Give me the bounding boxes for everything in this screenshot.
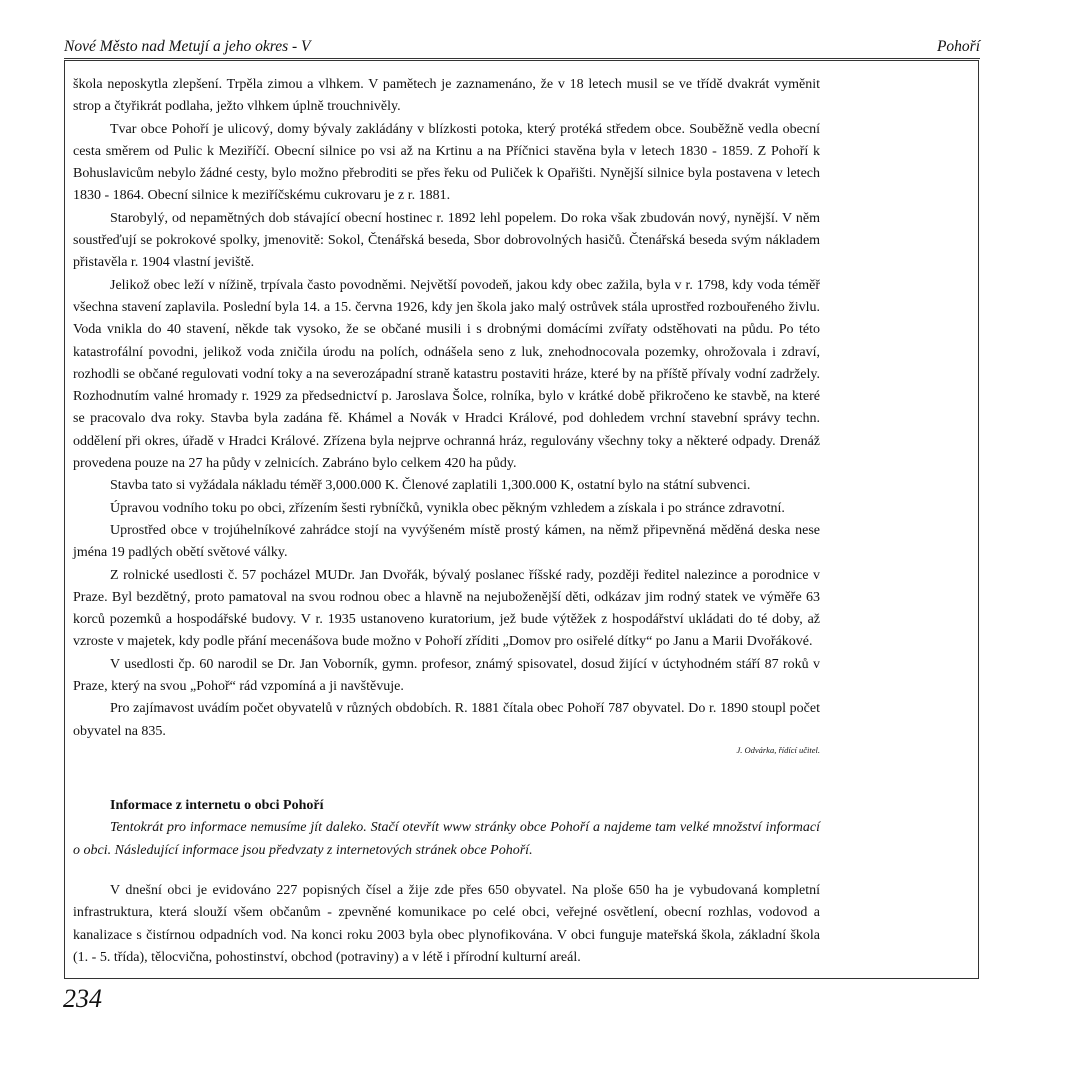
paragraph-current-village: V dnešní obci je evidováno 227 popisných čísel a žije zde přes 650 obyvatel. Na ploše 650 ha je vybudovaná kompletní infrastruktura, která slouží všem občanům - zpevněné komunikace po celé obci, veřejné osvětlení, obecní rozhlas, vodovod a kanalizace s čistírnou odpadních vod. Na konci roku 2003 byla obec plynofikována. V obci funguje mateřská škola, základní škola (1. - 5. třída), tělocvična, pohostinství, obchod (potraviny) a v létě i přírodní kulturní areál. [73, 883, 820, 965]
author-signature: J. Odvárka, řídící učitel. [736, 744, 820, 755]
header-rule [64, 58, 980, 59]
paragraph-dvorak: Z rolnické usedlosti č. 57 pocházel MUDr. Jan Dvořák, bývalý poslanec říšské rady, později ředitel nalezince a porodnice v Praze. Byl bezdětný, proto pamatoval na svou rodnou obec a hlavně na nejuboženější děti, odkázav jim rodný statek ve výměře 63 korců pozemků a hospodářské budovy. V r. 1935 ustanoveno kuratorium, jež bude výtěžek z hospodářství ukládati do té doby, až vzroste v majetek, kdy podle přání mecenášova bude možno v Pohoří zříditi „Domov pro osiřelé dítky“ po Janu a Marii Dvořákové. [73, 567, 820, 650]
paragraph-inn: Starobylý, od nepamětných dob stávající obecní hostinec r. 1892 lehl popelem. Do roka však zbudován nový, nynější. V něm soustřeďují se pokrokové spolky, jmenovitě: Sokol, Čtenářská beseda, Sbor dobrovolných hasičů. Čtenářská beseda svým nákladem přistavěla r. 1904 vlastní jeviště. [73, 210, 820, 271]
header-book-title: Nové Město nad Metují a jeho okres - V [64, 38, 311, 55]
paragraph-memorial: Uprostřed obce v trojúhelníkové zahrádce stojí na vyvýšeném místě prostý kámen, na němž připevněná měděná deska nese jména 19 padlých obětí světové války. [73, 522, 820, 561]
internet-section [73, 795, 820, 862]
internet-section-body [73, 880, 820, 969]
header-chapter-title: Pohoří [936, 38, 980, 55]
page-number: 234 [63, 984, 102, 1013]
paragraph-construction-cost: Stavba tato si vyžádala nákladu téměř 3,000.000 K. Členové zaplatili 1,300.000 K, ostatní bylo na státní subvenci. [110, 478, 751, 494]
paragraph-school: škola neposkytla zlepšení. Trpěla zimou a vlhkem. V pamětech je zaznamenáno, že v 18 letech musil se ve třídě dvakrát vyměnit strop a čtyřikrát podlaha, ježto vlhkem úplně trouchnivěly. [73, 77, 820, 115]
paragraph-village-shape: Tvar obce Pohoří je ulicový, domy bývaly zakládány v blízkosti potoka, který protéká středem obce. Souběžně vedla obecní cesta směrem od Pulic k Meziříčí. Obecní silnice po vsi až na Krtinu a na Příčnici stavěna byla v letech 1830 - 1859. Z Pohoří k Bohuslavicům nebylo žádné cesty, bylo možno přebroditi se přes řeku od Puliček k Opařišti. Nynější silnice byla postavena v letech 1830 - 1864. Obecní silnice k meziříčskému cukrovaru je z r. 1881. [73, 121, 820, 204]
paragraph-population: Pro zajímavost uvádím počet obyvatelů v různých obdobích. R. 1881 čítala obec Pohoří 787 obyvatel. Do r. 1890 stoupl počet obyvatel na 835. [73, 701, 820, 739]
section-heading: Informace z internetu o obci Pohoří [110, 798, 324, 813]
paragraph-vobornik: V usedlosti čp. 60 narodil se Dr. Jan Voborník, gymn. profesor, známý spisovatel, dosud žijící v úctyhodném stáří 87 roků v Praze, který na svou „Pohoř“ rád vzpomíná a ji navštěvuje. [73, 656, 820, 695]
running-header [64, 38, 980, 60]
article-body [73, 74, 820, 757]
section-intro: Tentokrát pro informace nemusíme jít daleko. Stačí otevřít www stránky obce Pohoří a najdeme tam velké množství informací o obci. Následující informace jsou předvzaty z internetových stránek obce Pohoří. [73, 820, 820, 858]
paragraph-ponds: Úpravou vodního toku po obci, zřízením šesti rybníčků, vynikla obec pěkným vzhledem a získala i po stránce zdravotní. [110, 500, 785, 516]
paragraph-floods: Jelikož obec leží v nížině, trpívala často povodněmi. Největší povodeň, jakou kdy obec zažila, byla v r. 1798, kdy voda téměř všechna stavení zaplavila. Poslední byla 14. a 15. června 1926, kdy jen škola jako malý ostrůvek stála uprostřed rozbouřeného živlu. Voda vnikla do 40 stavení, někde tak vysoko, že se občané musili i s drobnými domácími zvířaty odstěhovati na půdu. Po této katastrofální povodni, jelikož voda zničila úrodu na polích, odnášela seno z luk, znehodnocovala pozemky, ohrožovala i zdraví, rozhodli se občané regulovati vodní toky a na severozápadní straně katastru postaviti hráze, které by na příště přívaly vodní zadržely. Rozhodnutím valné hromady r. 1929 za předsednictví p. Jaroslava Šolce, rolníka, bylo v krátké době přikročeno ke stavbě, na které se pracovalo dva roky. Stavba byla zadána fě. Khámel a Novák v Hradci Králové, pod dohledem vrchní stavební správy techn. oddělení při okres, úřadě v Hradci Králové. Zřízena byla nejprve ochranná hráz, regulovány všechny toky a některé odpady. Drenáž provedena pouze na 27 ha půdy v zelnicích. Zabráno bylo celkem 420 ha půdy. [73, 277, 820, 472]
